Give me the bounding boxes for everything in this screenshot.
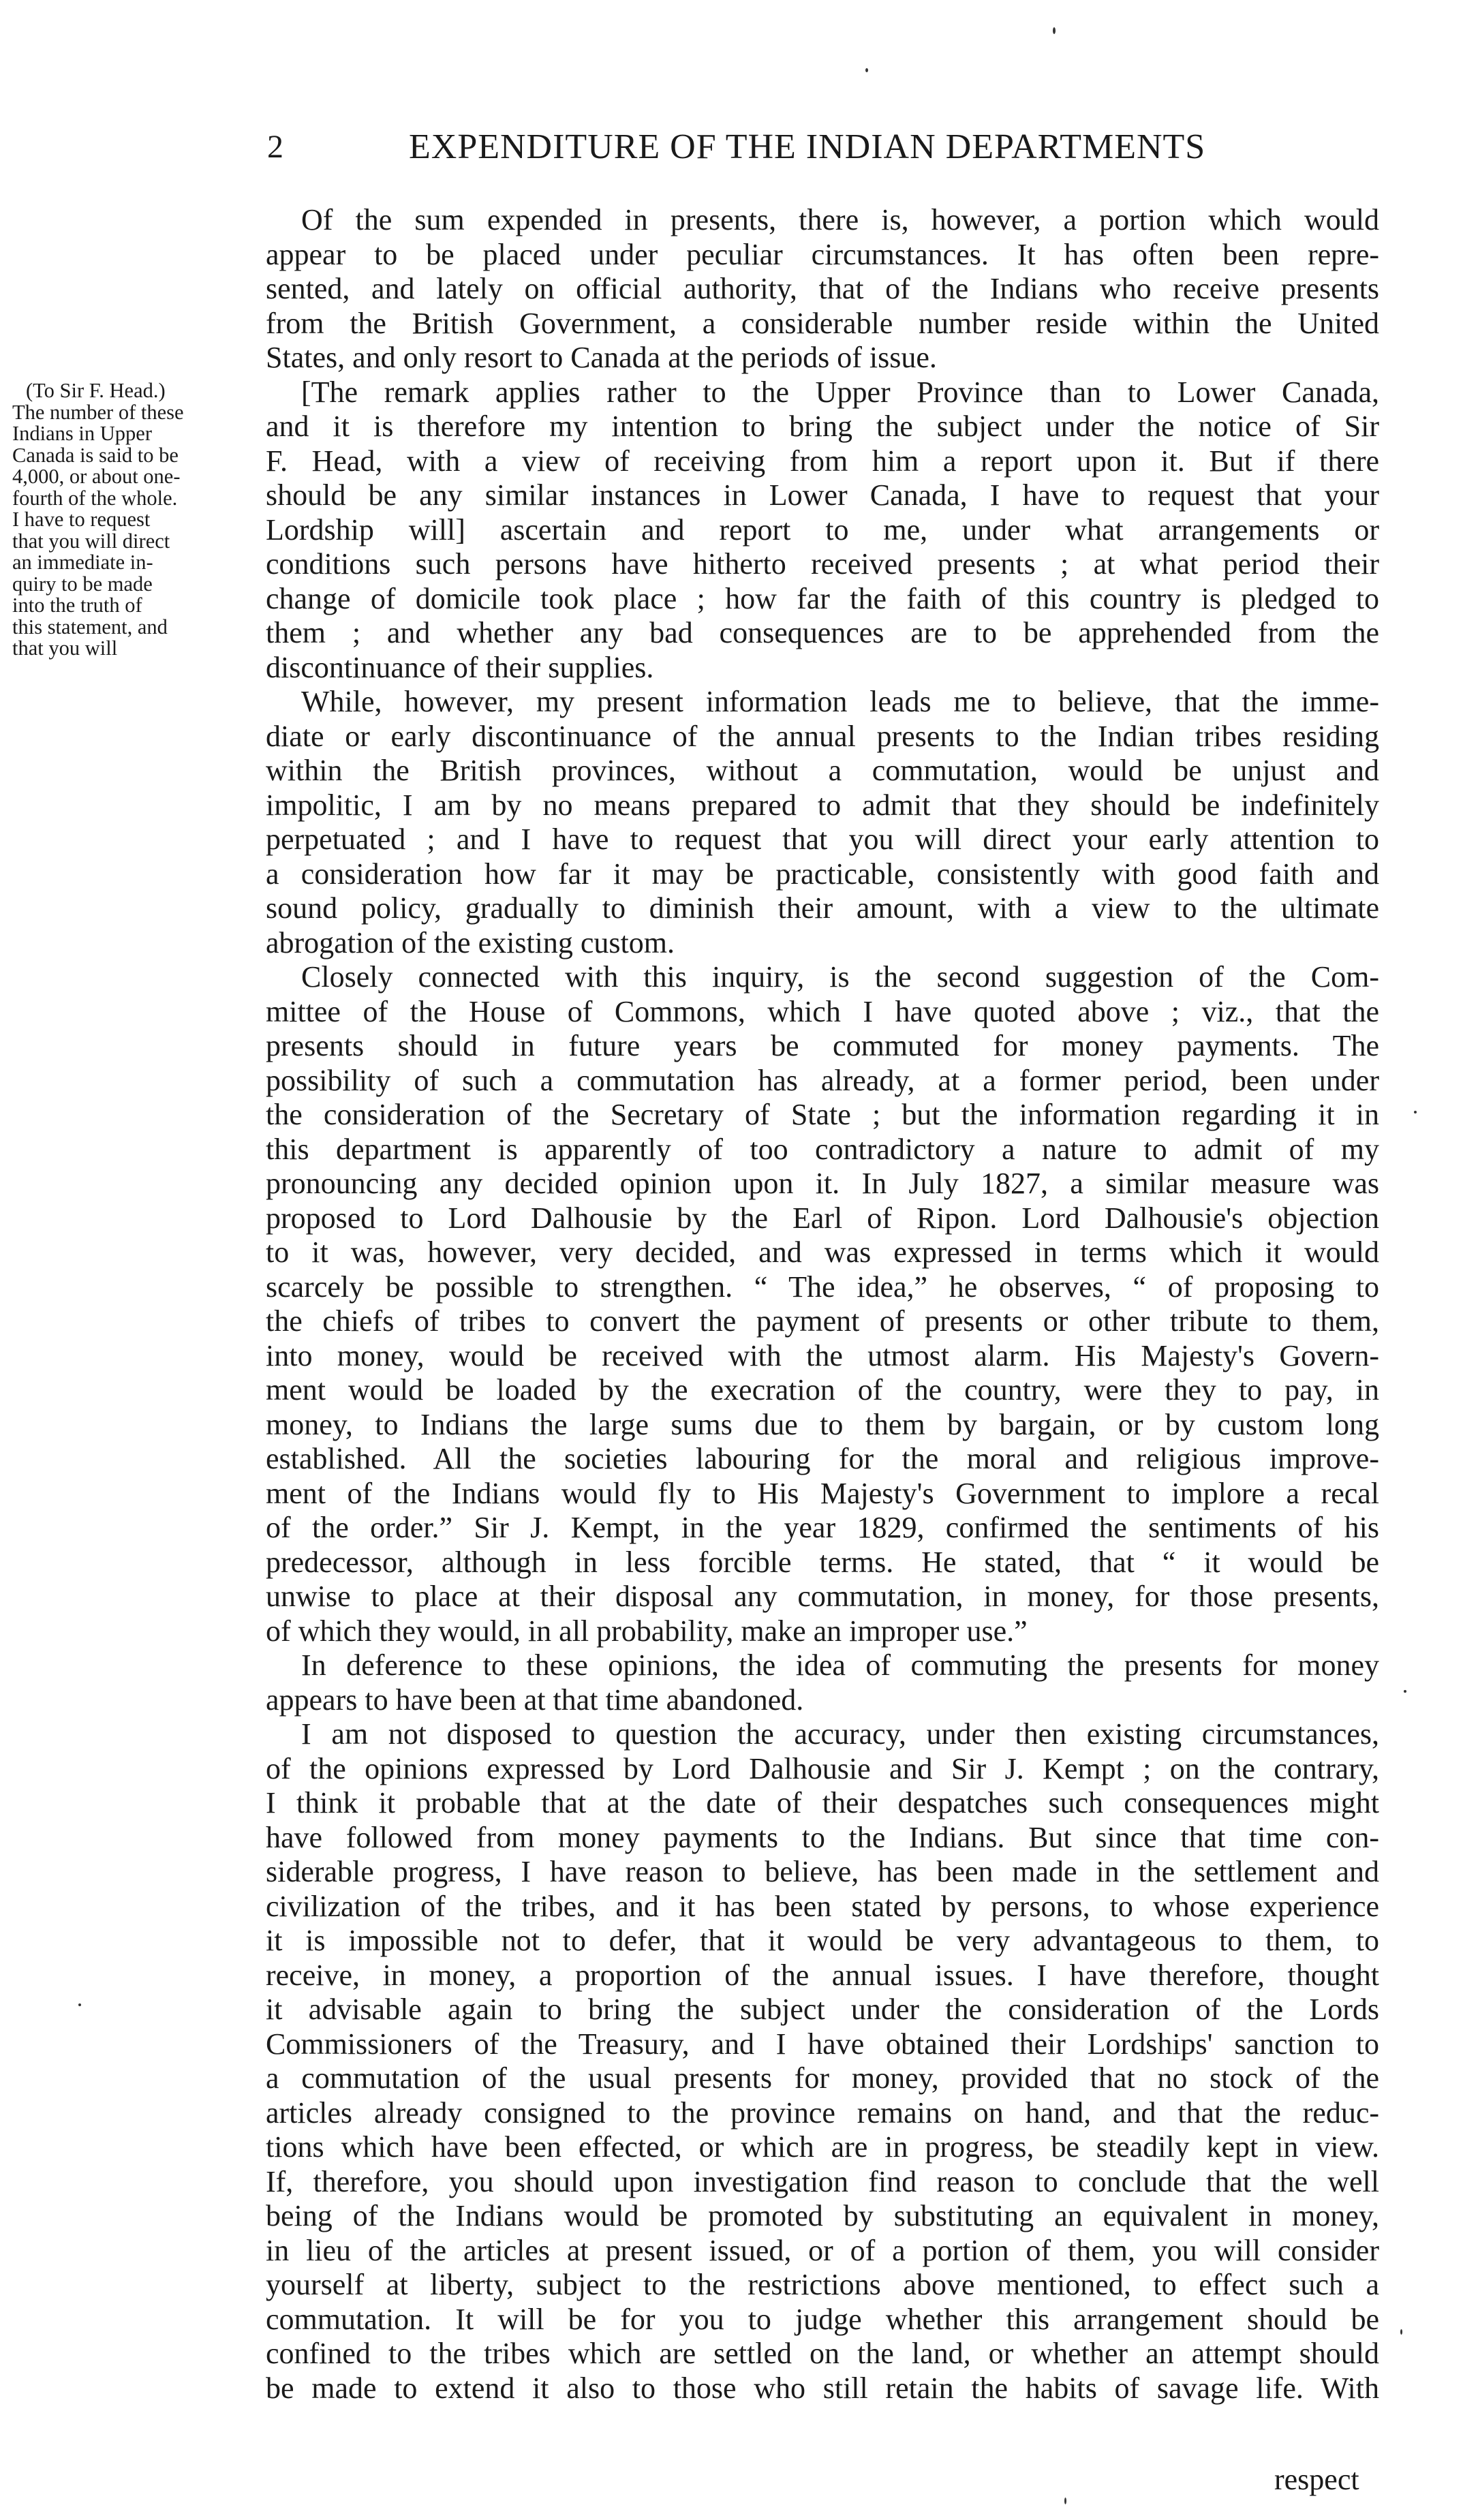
margin-note-line: The number of these (12, 400, 184, 424)
text-line: scarcely be possible to strengthen. “ The idea,” he observes, “ of proposing to (266, 1270, 1379, 1304)
page-number: 2 (267, 129, 283, 165)
text-line: abrogation of the existing custom. (266, 925, 675, 959)
paragraph (266, 960, 1379, 1648)
margin-note-line: quiry to be made (12, 572, 153, 596)
text-line: in lieu of the articles at present issued, or of a portion of them, you will consider (266, 2233, 1379, 2267)
text-line: While, however, my present information leads me to believe, that the imme- (301, 685, 1379, 718)
text-line: tions which have been effected, or which are in progress, be steadily kept in view. (266, 2130, 1379, 2164)
text-line: proposed to Lord Dalhousie by the Earl of Ripon. Lord Dalhousie's objection (266, 1201, 1379, 1235)
scan-speck (78, 2003, 81, 2006)
text-line: [The remark applies rather to the Upper Province than to Lower Canada, (301, 375, 1379, 409)
text-line: Closely connected with this inquiry, is the second suggestion of the Com- (301, 960, 1379, 994)
text-line: and it is therefore my intention to bring the subject under the notice of Sir (266, 410, 1379, 443)
text-line: sound policy, gradually to diminish their amount, with a view to the ultimate (266, 891, 1379, 925)
text-line: be made to extend it also to those who still retain the habits of savage life. With (266, 2371, 1379, 2405)
margin-note-line: that you will (12, 636, 118, 660)
text-line: from the British Government, a considerable number reside within the United (266, 306, 1379, 340)
text-line: appear to be placed under peculiar circumstances. It has often been repre- (266, 237, 1379, 271)
text-line: established. All the societies labouring for the moral and religious improve- (266, 1442, 1379, 1475)
text-line: perpetuated ; and I have to request that you will direct your early attention to (266, 823, 1379, 856)
margin-note-line: that you will direct (12, 529, 170, 553)
paragraph (266, 1648, 1379, 1717)
scan-speck (1404, 1690, 1406, 1693)
text-line: have followed from money payments to the Indians. But since that time con- (266, 1820, 1379, 1854)
text-line: presents should in future years be commuted for money payments. The (266, 1029, 1379, 1062)
text-line: Of the sum expended in presents, there is, however, a portion which would (301, 203, 1379, 236)
text-line: appears to have been at that time abandoned. (266, 1682, 804, 1717)
text-line: into money, would be received with the utmost alarm. His Majesty's Govern- (266, 1338, 1379, 1372)
text-line: predecessor, although in less forcible terms. He stated, that “ it would be (266, 1545, 1379, 1579)
text-line: ment of the Indians would fly to His Majesty's Government to implore a recal (266, 1476, 1379, 1510)
text-line: of the order.” Sir J. Kempt, in the year 1829, confirmed the sentiments of his (266, 1511, 1379, 1544)
margin-note-line: Indians in Upper (12, 422, 152, 445)
text-line: a commutation of the usual presents for money, provided that no stock of the (266, 2061, 1379, 2095)
body-text (266, 203, 1379, 2406)
text-line: it is impossible not to defer, that it would be very advantageous to them, to (266, 1924, 1379, 1957)
paragraph (266, 685, 1379, 960)
text-line: of which they would, in all probability, make an improper use.” (266, 1614, 1028, 1648)
text-line: this department is apparently of too contradictory a nature to admit of my (266, 1132, 1379, 1166)
text-line: yourself at liberty, subject to the restrictions above mentioned, to effect such a (266, 2268, 1379, 2301)
text-line: confined to the tribes which are settled on the land, or whether an attempt should (266, 2337, 1379, 2370)
margin-note-line: 4,000, or about one- (12, 465, 181, 488)
text-line: ment would be loaded by the execration of the country, were they to pay, in (266, 1373, 1379, 1407)
text-line: commutation. It will be for you to judge whether this arrangement should be (266, 2302, 1379, 2336)
text-line: F. Head, with a view of receiving from him a report upon it. But if there (266, 444, 1379, 478)
text-line: civilization of the tribes, and it has been stated by persons, to whose experience (266, 1889, 1379, 1923)
paragraph (266, 375, 1379, 686)
text-line: impolitic, I am by no means prepared to admit that they should be indefinitely (266, 788, 1379, 822)
running-head: EXPENDITURE OF THE INDIAN DEPARTMENTS (409, 127, 1206, 166)
text-line: siderable progress, I have reason to believe, has been made in the settlement and (266, 1855, 1379, 1888)
scan-speck (1414, 1111, 1417, 1113)
margin-note-line: an immediate in- (12, 551, 153, 574)
paragraph (266, 1717, 1379, 2406)
text-line: diate or early discontinuance of the annual presents to the Indian tribes residing (266, 719, 1379, 753)
text-line: money, to Indians the large sums due to them by bargain, or by custom long (266, 1407, 1379, 1441)
text-line: I am not disposed to question the accuracy, under then existing circumstances, (301, 1717, 1379, 1751)
text-line: a consideration how far it may be practicable, consistently with good faith and (266, 857, 1379, 891)
margin-note-line: (To Sir F. Head.) (26, 379, 166, 402)
text-line: the consideration of the Secretary of State ; but the information regarding it in (266, 1098, 1379, 1131)
text-line: unwise to place at their disposal any commutation, in money, for those presents, (266, 1580, 1379, 1613)
text-line: should be any similar instances in Lower Canada, I have to request that your (266, 478, 1379, 512)
text-line: conditions such persons have hitherto received presents ; at what period their (266, 547, 1379, 581)
margin-note (12, 380, 266, 660)
text-line: If, therefore, you should upon investigation find reason to conclude that the well (266, 2164, 1379, 2198)
margin-note-line: into the truth of (12, 594, 142, 617)
scan-speck (1400, 2329, 1402, 2335)
margin-note-line: I have to request (12, 508, 151, 531)
text-line: In deference to these opinions, the idea of commuting the presents for money (301, 1648, 1379, 1682)
text-line: being of the Indians would be promoted by substituting an equivalent in money, (266, 2199, 1379, 2232)
margin-note-line: this statement, and (12, 615, 168, 639)
text-line: sented, and lately on official authority, that of the Indians who receive presents (266, 272, 1379, 305)
text-line: mittee of the House of Commons, which I have quoted above ; viz., that the (266, 994, 1379, 1028)
paragraph (266, 203, 1379, 375)
text-line: of the opinions expressed by Lord Dalhousie and Sir J. Kempt ; on the contrary, (266, 1751, 1379, 1785)
text-line: them ; and whether any bad consequences are to be apprehended from the (266, 616, 1379, 649)
scan-speck (1053, 27, 1056, 34)
text-line: it advisable again to bring the subject under the consideration of the Lords (266, 1993, 1379, 2026)
scan-speck (865, 68, 868, 72)
text-line: possibility of such a commutation has already, at a former period, been under (266, 1063, 1379, 1097)
catchword: respect (1274, 2463, 1359, 2496)
text-line: to it was, however, very decided, and was expressed in terms which it would (266, 1235, 1379, 1269)
text-line: within the British provinces, without a commutation, would be unjust and (266, 754, 1379, 787)
text-line: Commissioners of the Treasury, and I have obtained their Lordships' sanction to (266, 2027, 1379, 2061)
margin-note-line: fourth of the whole. (12, 486, 178, 510)
text-line: pronouncing any decided opinion upon it. In July 1827, a similar measure was (266, 1167, 1379, 1200)
text-line: the chiefs of tribes to convert the payment of presents or other tribute to them, (266, 1304, 1379, 1338)
text-line: I think it probable that at the date of their despatches such consequences might (266, 1786, 1379, 1819)
text-line: receive, in money, a proportion of the annual issues. I have therefore, thought (266, 1958, 1379, 1992)
text-line: discontinuance of their supplies. (266, 650, 654, 684)
text-line: States, and only resort to Canada at the periods of issue. (266, 341, 937, 374)
text-line: change of domicile took place ; how far the faith of this country is pledged to (266, 581, 1379, 615)
scan-speck (1064, 2498, 1066, 2504)
text-line: Lordship will] ascertain and report to me, under what arrangements or (266, 512, 1379, 547)
margin-note-line: Canada is said to be (12, 443, 179, 467)
text-line: articles already consigned to the province remains on hand, and that the reduc- (266, 2095, 1379, 2130)
